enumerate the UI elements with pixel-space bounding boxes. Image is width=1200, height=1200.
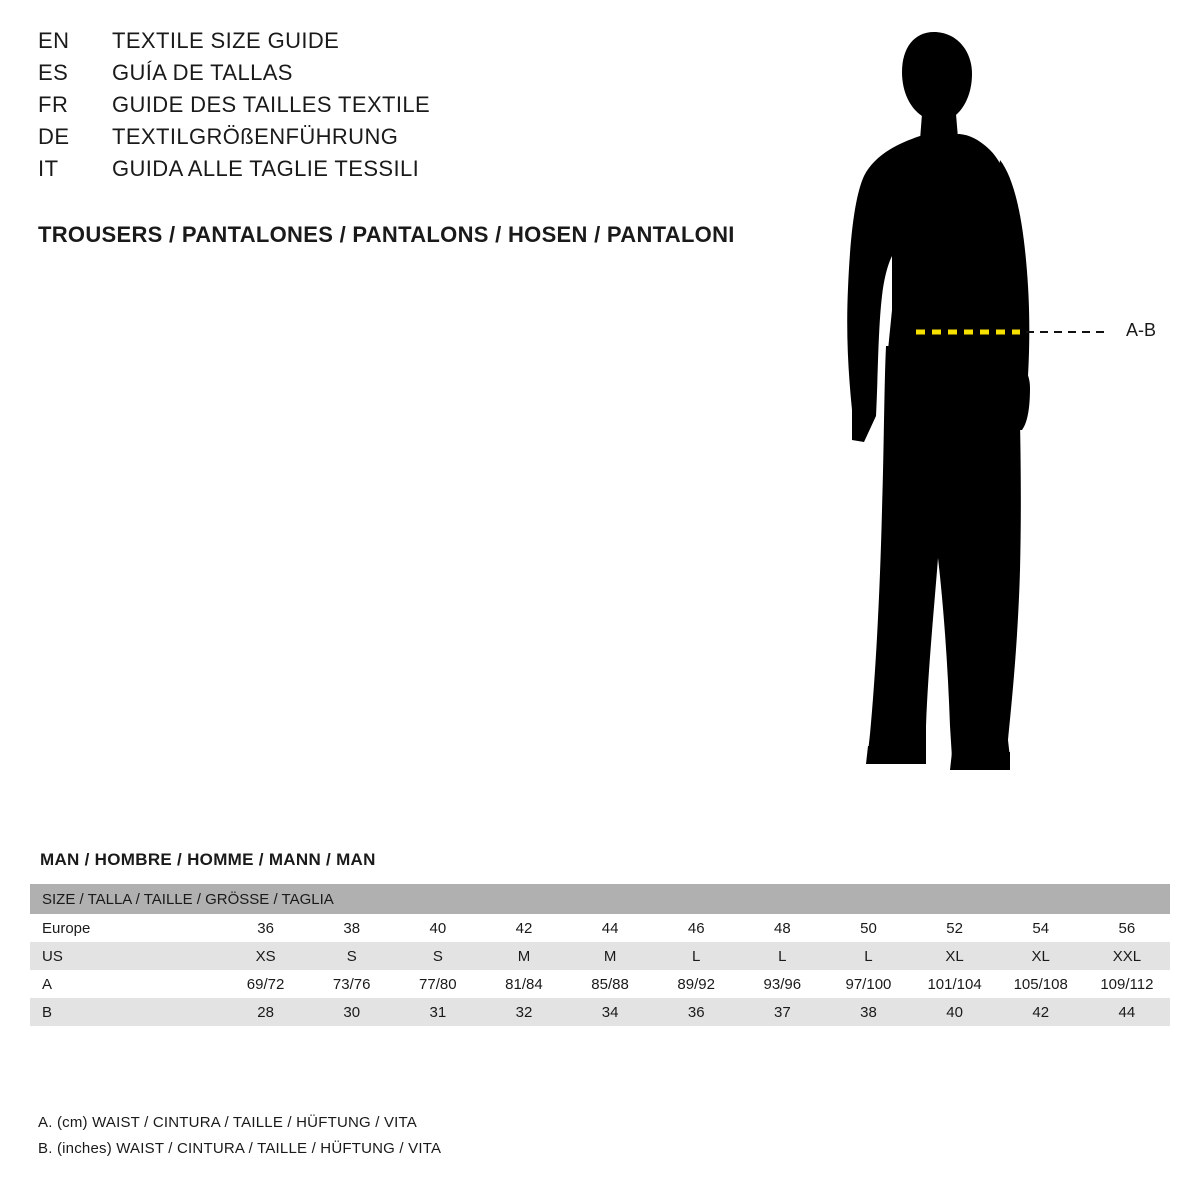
cell: 38 [825,998,911,1026]
cell: 44 [1084,998,1170,1026]
gender-title: MAN / HOMBRE / HOMME / MANN / MAN [40,850,376,869]
cell: M [481,942,567,970]
table-header-row [30,884,1170,914]
cell: 89/92 [653,970,739,998]
cell: L [825,942,911,970]
cell: 31 [395,998,481,1026]
cell: 105/108 [998,970,1084,998]
row-label: Europe [30,914,223,942]
row-label: A [30,970,223,998]
size-table [30,884,1170,1026]
language-title: TEXTILGRÖßENFÜHRUNG [112,124,399,149]
cell: 69/72 [223,970,309,998]
cell: 40 [912,998,998,1026]
cell: 109/112 [1084,970,1170,998]
language-row [38,124,778,156]
language-title: GUIDA ALLE TAGLIE TESSILI [112,156,420,181]
table-row [30,970,1170,998]
cell: 97/100 [825,970,911,998]
language-code: IT [38,156,59,181]
language-row [38,156,778,188]
cell: 42 [998,998,1084,1026]
row-label: B [30,998,223,1026]
cell: 32 [481,998,567,1026]
cell: L [653,942,739,970]
cell: 42 [481,914,567,942]
cell: XS [223,942,309,970]
cell: XL [998,942,1084,970]
cell: 46 [653,914,739,942]
language-row [38,60,778,92]
cell: 85/88 [567,970,653,998]
figure-area [830,10,1190,800]
language-title: GUIDE DES TAILLES TEXTILE [112,92,431,117]
cell: 30 [309,998,395,1026]
language-row [38,92,778,124]
table-header-label: SIZE / TALLA / TAILLE / GRÖSSE / TAGLIA [30,884,1170,914]
cell: S [309,942,395,970]
language-row [38,28,778,60]
cell: 48 [739,914,825,942]
cell: XXL [1084,942,1170,970]
man-silhouette-icon [830,10,1190,800]
cell: 34 [567,998,653,1026]
table-row [30,998,1170,1026]
language-title: GUÍA DE TALLAS [112,60,293,85]
cell: 73/76 [309,970,395,998]
footnote-a: A. (cm) WAIST / CINTURA / TAILLE / HÜFTUNG / VITA [38,1114,417,1131]
cell: 101/104 [912,970,998,998]
size-table-section [30,850,1170,1026]
garment-type-title: TROUSERS / PANTALONES / PANTALONS / HOSEN / PANTALONI [38,222,735,247]
language-code: FR [38,92,69,117]
cell: 44 [567,914,653,942]
language-code: ES [38,60,69,85]
cell: M [567,942,653,970]
cell: 93/96 [739,970,825,998]
table-row [30,914,1170,942]
cell: 36 [653,998,739,1026]
cell: 37 [739,998,825,1026]
cell: 28 [223,998,309,1026]
cell: 54 [998,914,1084,942]
row-label: US [30,942,223,970]
cell: 50 [825,914,911,942]
language-title: TEXTILE SIZE GUIDE [112,28,340,53]
cell: XL [912,942,998,970]
language-title-list [38,28,778,188]
cell: 77/80 [395,970,481,998]
language-code: DE [38,124,70,149]
cell: 40 [395,914,481,942]
cell: 52 [912,914,998,942]
language-code: EN [38,28,70,53]
measure-label: A-B [1126,320,1157,340]
table-row [30,942,1170,970]
cell: L [739,942,825,970]
cell: S [395,942,481,970]
cell: 81/84 [481,970,567,998]
footnote-b: B. (inches) WAIST / CINTURA / TAILLE / HÜFTUNG / VITA [38,1140,442,1157]
cell: 36 [223,914,309,942]
footnotes [38,1110,441,1162]
cell: 56 [1084,914,1170,942]
cell: 38 [309,914,395,942]
